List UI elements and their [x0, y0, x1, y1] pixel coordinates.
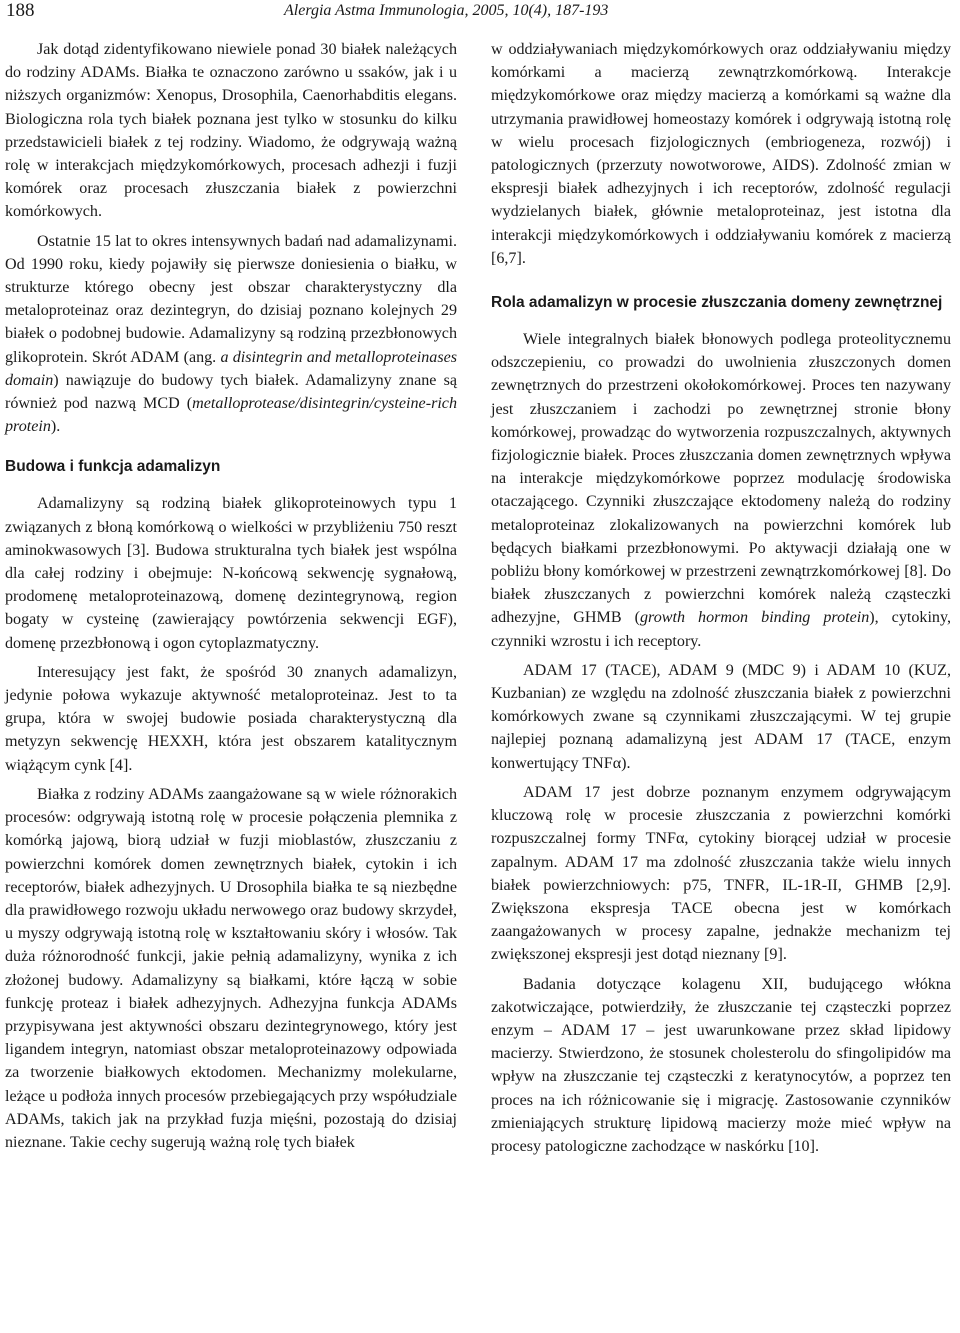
paragraph-functions: Białka z rodziny ADAMs zaangażowane są w wiele różnorakich procesów: odgrywają istotną rolę w procesie połączenia plemnika z komórką jajową, biorą udział w fuzji mioblastów, złuszczaniu z powierzchni komórek domen zewnętrznych białek, cytokin i ich receptorów, białek adhezyjnych. U Drosophila białka te są niezbędne dla prawidłowego rozwoju układu nerwowego oraz budowy skrzydeł, u myszy odgrywają istotną rolę w kształtowaniu skóry i włosów. Tak duża różnorodność funkcji, jakie pełnią adamalizyny, wynika z ich złożonej budowy. Adamalizyny są białkami, które łączą w sobie funkcję proteaz i białek adhezyjnych. Adhezyjna funkcja ADAMs przypisywana jest aktywności obszaru dezintegrynowego, który jest ligandem integryn, natomiast obszar metaloproteinazowy odpowiada za tworzenie białkowych ektodomen. Mechanizmy molekularne, leżące u podłoża innych procesów przebiegających przy współudziale ADAMs, takich jak na przykład fuzja mięśni, pozostają do dzisiaj nieznane. Takie cechy sugerują ważną rolę tych białek — [5, 785, 457, 1151]
paragraph-shedding-text-2: ), cytokiny, czynniki wzrostu i ich receptory. — [491, 609, 951, 650]
paragraph-history-italic-1: a disintegrin and metalloproteinases domain — [5, 348, 457, 389]
paragraph-shedding-text-1: Wiele integralnych białek błonowych podlega proteolitycznemu odszczepieniu, co prowadzi do uwolnienia złuszczonych domen zewnętrznych do przestrzeni okołokomórkowej. Proces ten nazywany jest złuszczaniem i zachodzi po zewnętrznej stronie błony komórkowej, prowadząc do wytworzenia rozpuszczalnych, aktywnych fizjologicznie białek. Proces złuszczania domen zewnętrznych wpływa na interakcje międzykomórkowe poprzez modulację środowiska otaczającego. Czynniki złuszczające ektodomeny należą do rodziny metaloproteinaz zlokalizowanych na powierzchni komórek lub będących białkami przezbłonowymi. Po aktywacji działają one w pobliżu błony komórkowej w przestrzeni zewnątrzkomórkowej [8]. Do białek złuszczanych z powierzchni komórek należą cząsteczki adhezyjne, GHMB ( — [491, 331, 951, 627]
paragraph-history-text-3: ). — [50, 418, 61, 436]
paragraph-adam17: ADAM 17 jest dobrze poznanym enzymem odgrywającym kluczową rolę w procesie złuszczania z powierzchni komórki rozpuszczalnej formy TNFα, cytokiny biorącej udział w procesie zapalnym. ADAM 17 ma zdolność złuszczania także wielu innych białek powierzchniowych: p75, TNFR, IL-1R-II, GHMB [2,9]. Zwiększona ekspresja TACE obecna jest w komórkach zaangażowanych w procesy zapalne, jednakże mechanizm tej zwiększonej ekspresji jest dotąd nieznany [9]. — [491, 783, 951, 964]
paragraph-sheddases: ADAM 17 (TACE), ADAM 9 (MDC 9) i ADAM 10 (KUZ, Kuzbanian) ze względu na zdolność złuszczania białek z powierzchni komórkowych zwane są czynnikami złuszczającymi. W tej grupie najlepiej poznaną adamalizyną jest ADAM 17 (TACE, enzym konwertujący TNFα). — [491, 661, 951, 772]
paragraph-history-text-2: ) nawiązuje do budowy tych białek. Adamalizyny znane są również pod nazwą MCD ( — [5, 371, 457, 413]
paragraph-shedding-italic: growth hormon binding protein — [639, 609, 870, 627]
paragraph-shedding — [491, 328, 951, 653]
page-header — [0, 0, 960, 26]
paragraph-history-text-1: Ostatnie 15 lat to okres intensywnych badań nad adamalizynami. Od 1990 roku, kiedy pojawiły się pierwsze doniesienia o białku, w strukturze którego obecny jest obszar charakterystyczny dla metaloproteinaz oraz dezintegryn, do dzisiaj poznano kolejnych 29 białek o podobnej budowie. Adamalizyny są rodziną przezbłonowych glikoprotein. Skrót ADAM (ang. — [5, 232, 457, 366]
paragraph-collagen: Badania dotyczące kolagenu XII, budującego włókna zakotwiczające, potwierdziły, że złuszczanie tej cząsteczki poprzez enzym – ADAM 17 – jest uwarunkowane przez skład lipidowy macierzy. Stwierdzono, że stosunek cholesterolu do sfingolipidów ma wpływ na złuszczanie tej cząsteczki z keratynocytów, a poprzez ten proces na ich różnicowanie się i migrację. Zastosowanie czynników zmieniających strukturę lipidową macierzy może mieć wpływ na procesy patologiczne zachodzące w naskórku [10]. — [491, 975, 951, 1155]
paragraph-intro: Jak dotąd zidentyfikowano niewiele ponad 30 białek należących do rodziny ADAMs. Białka te oznaczono zarówno u ssaków, jak i u niższych organizmów: Xenopus, Drosophila, Caenorhabditis elegans. Biologiczna rola tych białek poznana jest tylko w stosunku do kilku przedstawicieli białek z tej rodziny. Wiadomo, że odgrywają ważną rolę w interakcjach międzykomórkowych, procesach adhezji i fuzji komórek oraz procesach złuszczania białek z powierzchni komórkowych. — [5, 41, 457, 221]
left-column — [5, 38, 457, 1160]
page-number: 188 — [6, 0, 35, 21]
right-column — [491, 38, 951, 1164]
section-heading-structure: Budowa i funkcja adamalizyn — [5, 458, 221, 476]
paragraph-metalloproteinase: Interesujący jest fakt, że spośród 30 znanych adamalizyn, jedynie połowa wykazuje aktywność metaloproteinaz. Jest to ta grupa, która w swojej budowie posiada charakterystyczną dla metyzyn sekwencję HEXXH, która jest obszarem katalitycznym wiążącym cynk [4]. — [5, 663, 457, 774]
paragraph-history — [5, 230, 457, 439]
paragraph-continuation: w oddziaływaniach międzykomórkowych oraz oddziaływaniu między komórkami a macierzą zewnątrzkomórkową. Interakcje międzykomórkowe oraz między macierzą a komórkami są ważne dla utrzymania prawidłowej homeostazy komórek i odgrywają istotną rolę w wielu procesach fizjologicznych (embriogeneza, rozwój) i patologicznych (przerzuty nowotworowe, AIDS). Zdolność zmian w ekspresji białek adhezyjnych i ich receptorów, zdolność regulacji wydzielanych białek, głównie metaloproteinaz, jest istotna dla interakcji międzykomórkowych i oddziaływaniu komórek z macierzą [6,7]. — [491, 41, 951, 267]
section-heading-shedding: Rola adamalizyn w procesie złuszczania domeny zewnętrznej — [491, 294, 943, 312]
journal-citation: Alergia Astma Immunologia, 2005, 10(4), 187-193 — [284, 2, 609, 19]
paragraph-structure: Adamalizyny są rodziną białek glikoproteinowych typu 1 związanych z błoną komórkową o wielkości w przybliżeniu 750 reszt aminokwasowych [3]. Budowa strukturalna tych białek jest wspólna dla całej rodziny i obejmuje: N-końcową sekwencję sygnałową, prodomenę metaloproteinazową, domenę dezintegrynową, region bogaty w cysteinę (zawierający powtórzenia sekwencji EGF), domenę przezbłonową i ogon cytoplazmatyczny. — [5, 495, 457, 652]
paragraph-history-italic-2: metalloprotease/disintegrin/cysteine-rich protein — [5, 395, 457, 436]
